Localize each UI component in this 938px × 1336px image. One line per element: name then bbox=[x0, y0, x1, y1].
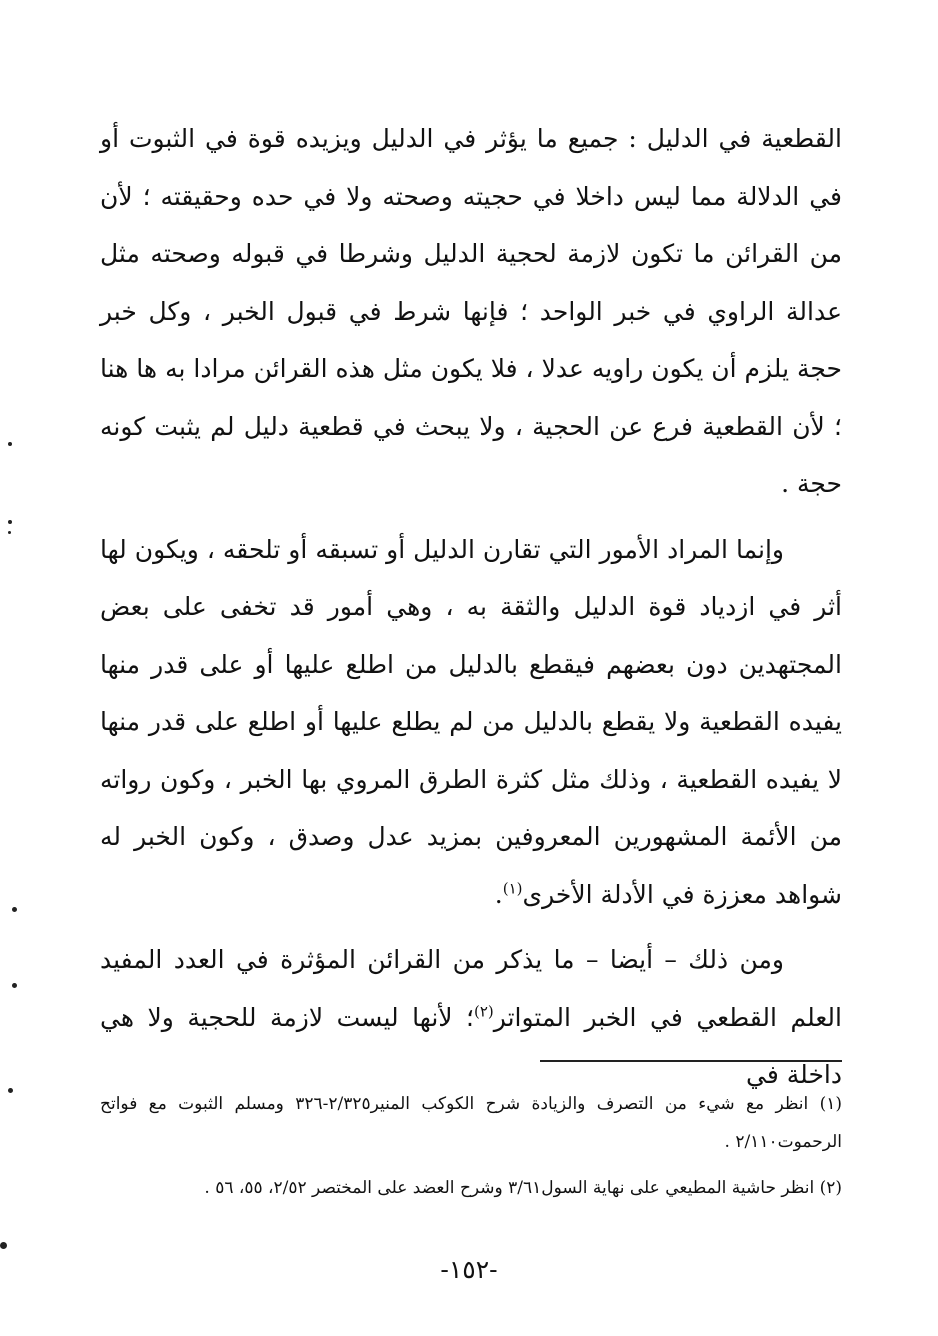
paragraph-2-end: . bbox=[494, 879, 503, 909]
scan-speck bbox=[12, 983, 17, 988]
paragraph-3 bbox=[100, 931, 842, 1104]
scan-speck bbox=[12, 907, 17, 912]
footnotes bbox=[100, 1085, 842, 1207]
footnote-ref-2[interactable]: (٢) bbox=[474, 1002, 494, 1021]
page-number: -١٥٢- bbox=[440, 1255, 498, 1284]
footnote-ref-1[interactable]: (١) bbox=[502, 879, 523, 898]
footnote-separator bbox=[540, 1060, 842, 1062]
paragraph-3-end: ؛ لأنها ليست لازمة للحجية ولا هي داخلة في bbox=[100, 1002, 842, 1089]
footnote-1: (١) انظر مع شيء من التصرف والزيادة شرح الكوكب المنير٢/٣٢٥-٣٢٦ ومسلم الثبوت مع فواتح الرحموت٢/١١٠ . bbox=[100, 1094, 843, 1152]
paragraph-2 bbox=[100, 521, 842, 924]
paragraph-3-text: ومن ذلك – أيضا – ما يذكر من القرائن المؤثرة في العدد المفيد العلم القطعي في الخبر المتواتر bbox=[100, 945, 842, 1032]
paragraph-2-text: وإنما المراد الأمور التي تقارن الدليل أو تسبقه أو تلحقه ، ويكون لها أثر في ازدياد قوة الدليل والثقة به ، وهي أمور قد تخفى على بعض المجتهدين دون بعضهم فيقطع بالدليل من اطلع عليها أو على قدر منها يفيده القطعية ولا يقطع بالدليل من لم يطلع عليها أو اطلع على قدر منها لا يفيده القطعية ، وذلك مثل كثرة الطرق المروي بها الخبر ، وكون رواته من الأئمة المشهورين المعروفين بمزيد عدل وصدق ، وكون الخبر له شواهد معززة في الأدلة الأخرى bbox=[100, 534, 842, 909]
scan-speck bbox=[8, 531, 11, 534]
paragraph-1-text: القطعية في الدليل : جميع ما يؤثر في الدليل ويزيده قوة في الثبوت أو في الدلالة مما ليس داخلا في حجيته وصحته ولا في حده وحقيقته ؛ لأن من القرائن ما تكون لازمة لحجية الدليل وشرطا في قبوله وصحته مثل عدالة الراوي في خبر الواحد ؛ فإنها شرط في قبول الخبر ، وكل خبر حجة يلزم أن يكون راويه عدلا ، فلا يكون مثل هذه القرائن مرادا به ها هنا ؛ لأن القطعية فرع عن الحجية ، ولا يبحث في قطعية دليل لم يثبت كونه حجة . bbox=[100, 124, 842, 498]
footnote-2: (٢) انظر حاشية المطيعي على نهاية السول٣/٦١ وشرح العضد على المختصر ٢/٥٢، ٥٥، ٥٦ . bbox=[204, 1178, 842, 1198]
scan-speck bbox=[8, 442, 12, 446]
scan-speck bbox=[8, 520, 12, 524]
scan-speck bbox=[8, 1088, 13, 1093]
paragraph-1 bbox=[100, 110, 842, 513]
main-text bbox=[100, 110, 842, 1104]
scan-speck bbox=[0, 1242, 7, 1249]
